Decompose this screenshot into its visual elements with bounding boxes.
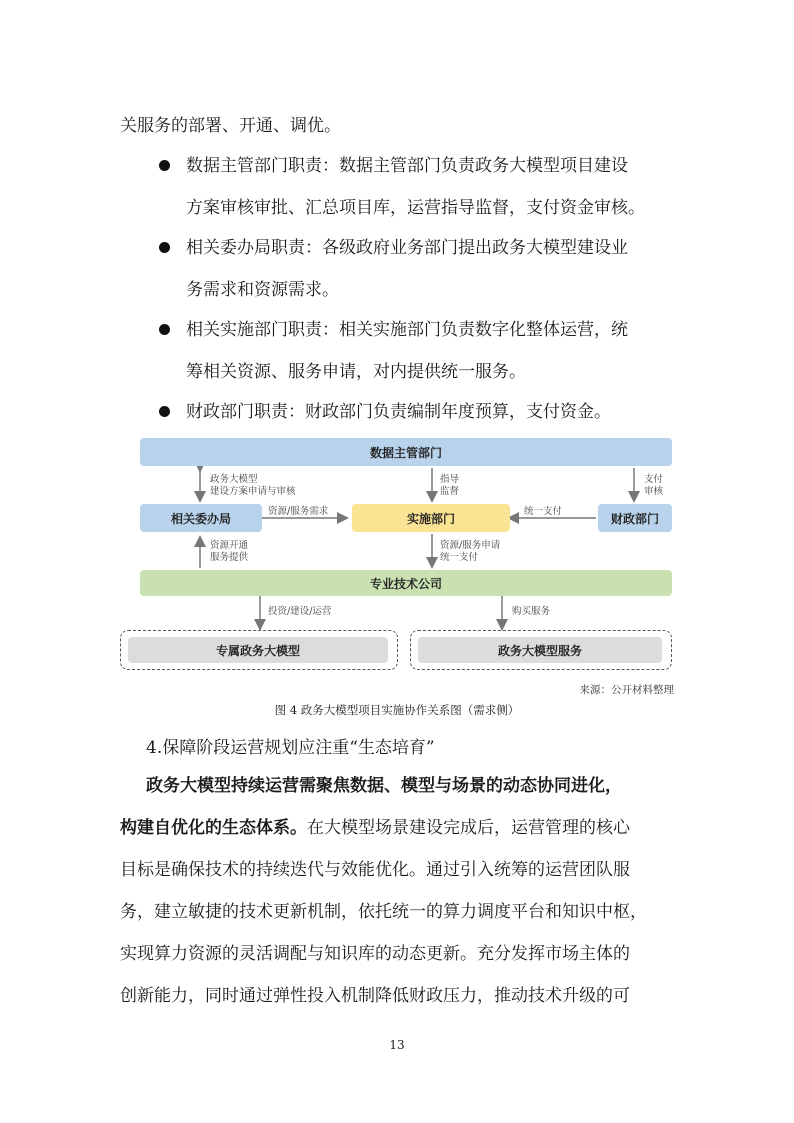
bullet-line: 筹相关资源、服务申请，对内提供统一服务。 [186, 362, 526, 382]
paragraph-line: 关服务的部署、开通、调优。 [120, 116, 341, 136]
bullet-line: 数据主管部门职责：数据主管部门负责政务大模型项目建设 [186, 156, 628, 176]
section-heading: 4.保障阶段运营规划应注重“生态培育” [146, 738, 435, 758]
box-data-dept: 数据主管部门 [140, 438, 672, 466]
paragraph-line: 实现算力资源的灵活调配与知识库的动态更新。充分发挥市场主体的 [120, 944, 630, 964]
label-left-top: 政务大模型 建设方案申请与审核 [210, 474, 296, 497]
label-resource-open: 资源开通 服务提供 [210, 540, 249, 563]
bold-lead-line: 政务大模型持续运营需聚焦数据、模型与场景的动态协同进化， [146, 776, 622, 796]
label-invest: 投资/建设/运营 [268, 606, 332, 617]
box-model-service: 政务大模型服务 [418, 637, 662, 663]
page-number: 13 [389, 1038, 405, 1052]
box-implement: 实施部门 [352, 504, 510, 532]
paragraph-line [120, 816, 630, 840]
paragraph-text: 在大模型场景建设完成后，运营管理的核心 [307, 818, 630, 838]
paragraph-line: 创新能力，同时通过弹性投入机制降低财政压力，推动技术升级的可 [120, 986, 630, 1006]
box-committee: 相关委办局 [140, 504, 262, 532]
paragraph-line: 目标是确保技术的持续迭代与效能优化。通过引入统筹的运营团队服 [120, 860, 630, 880]
bullet-line: 相关委办局职责：各级政府业务部门提出政务大模型建设业 [186, 238, 628, 258]
bullet-line: 务需求和资源需求。 [186, 280, 339, 300]
box-tech-company: 专业技术公司 [140, 570, 672, 596]
box-finance: 财政部门 [598, 504, 672, 532]
label-pay: 支付 审核 [644, 474, 664, 497]
box-dedicated-model: 专属政务大模型 [128, 637, 388, 663]
label-buy: 购买服务 [512, 606, 551, 617]
label-unified-pay: 统一支付 [524, 506, 563, 517]
paragraph-line: 务，建立敏捷的技术更新机制，依托统一的算力调度平台和知识中枢， [120, 902, 647, 922]
label-resource-demand: 资源/服务需求 [268, 506, 329, 517]
bullet-line: 财政部门职责：财政部门负责编制年度预算，支付资金。 [186, 402, 611, 422]
figure-caption: 图 4 政务大模型项目实施协作关系图（需求侧） [274, 703, 520, 717]
bullet-line: 相关实施部门职责：相关实施部门负责数字化整体运营，统 [186, 320, 628, 340]
bold-lead-line: 构建自优化的生态体系。 [120, 818, 307, 838]
label-apply: 资源/服务申请 统一支付 [440, 540, 501, 563]
label-guide: 指导 监督 [440, 474, 460, 497]
figure-source: 来源：公开材料整理 [579, 684, 674, 696]
bullet-line: 方案审核审批、汇总项目库，运营指导监督，支付资金审核。 [186, 198, 645, 218]
